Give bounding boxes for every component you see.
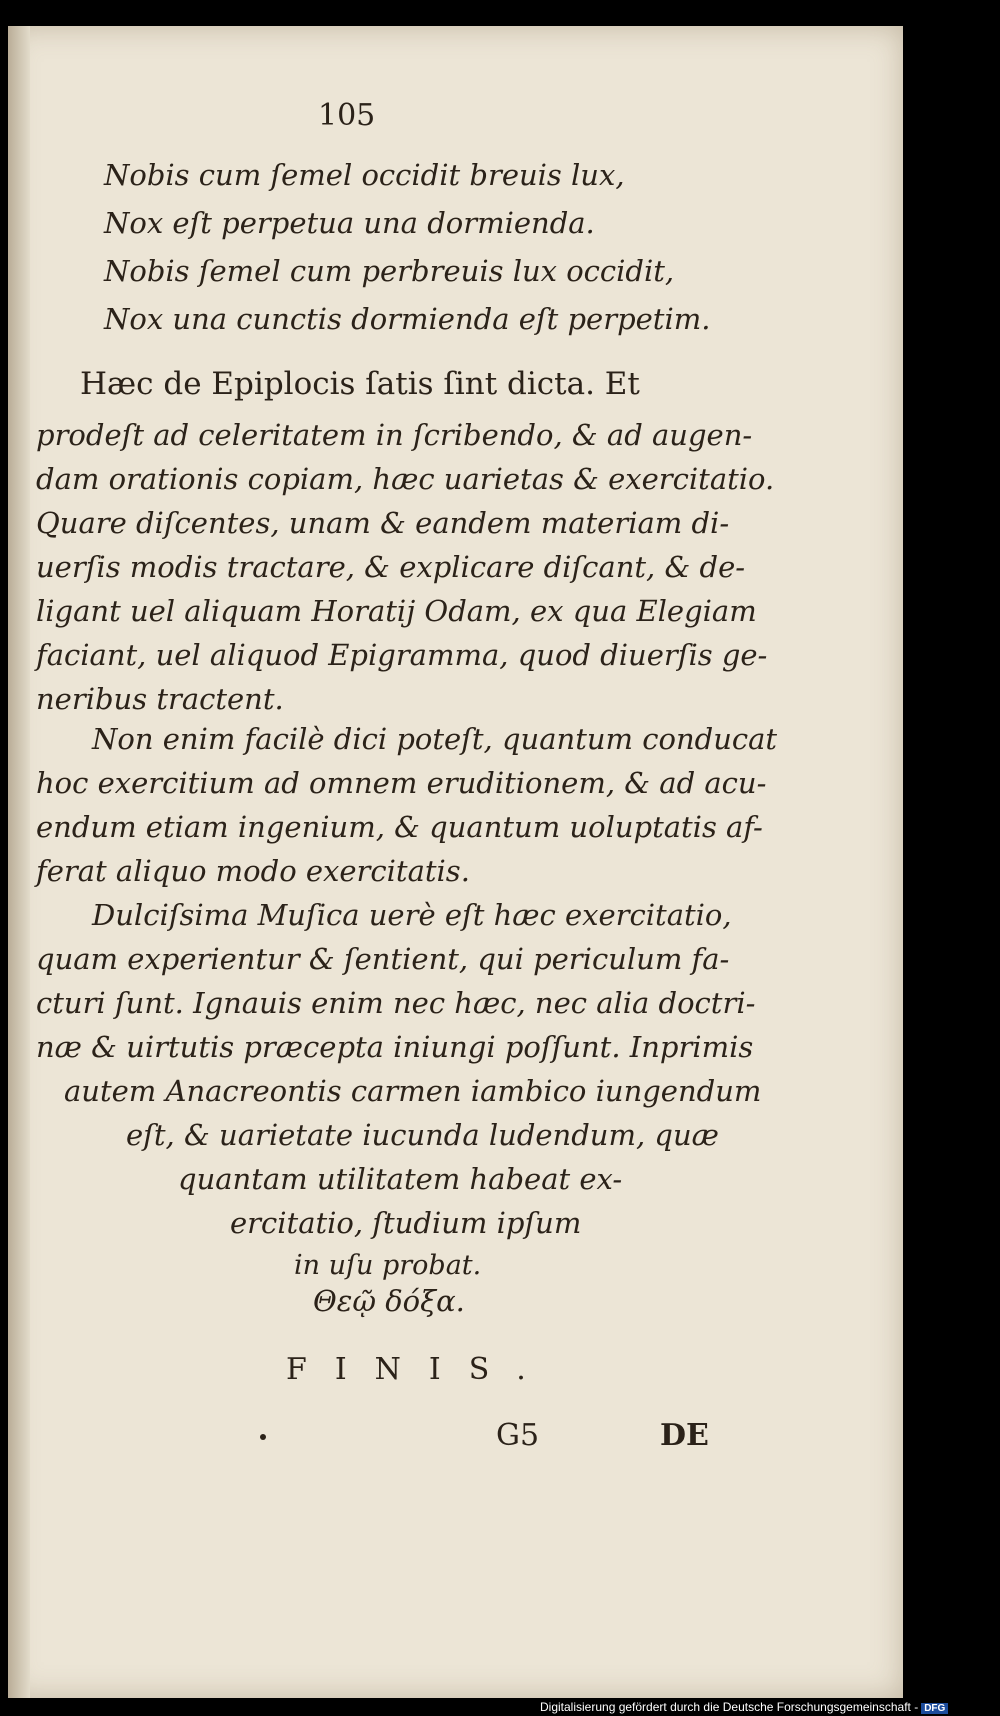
paragraph-line: quam experientur & ſentient, qui periculum fa- — [36, 942, 730, 976]
verse-line: Nox una cunctis dormienda eſt perpetim. — [104, 302, 711, 336]
paragraph-line: cturi ſunt. Ignauis enim nec hæc, nec alia doctri- — [36, 986, 756, 1020]
paragraph-line: prodeſt ad celeritatem in ſcribendo, & ad augen- — [36, 418, 753, 452]
paragraph-line: Quare diſcentes, unam & eandem materiam di- — [36, 506, 730, 540]
paragraph-line: quantam utilitatem habeat ex- — [178, 1162, 623, 1196]
page-number: 105 — [318, 98, 376, 133]
verse-line: Nox eſt perpetua una dormienda. — [104, 206, 595, 240]
verse-line: Nobis cum ſemel occidit breuis lux, — [104, 158, 625, 192]
book-page — [8, 26, 903, 1698]
paragraph-line: Dulciſsima Muſica uerè eſt hæc exercitatio, — [92, 898, 732, 932]
paragraph-line: in uſu probat. — [294, 1250, 482, 1281]
paragraph-line: hoc exercitium ad omnem eruditionem, & ad acu- — [36, 766, 767, 800]
paragraph-line: endum etiam ingenium, & quantum uoluptatis af- — [36, 810, 763, 844]
paragraph-line: uerſis modis tractare, & explicare diſcant, & de- — [36, 550, 746, 584]
paragraph-line: eſt, & uarietate iucunda ludendum, quæ — [126, 1118, 719, 1152]
paragraph-line: faciant, uel aliquod Epigramma, quod diuerſis ge- — [36, 638, 768, 672]
greek-closing: Θεῷ δόξα. — [313, 1284, 465, 1318]
paragraph-line: dam orationis copiam, hæc uarietas & exercitatio. — [36, 462, 775, 496]
printer-dot — [260, 1434, 266, 1440]
digitization-footer — [540, 1700, 948, 1714]
page-text — [8, 26, 903, 1698]
paragraph-line: autem Anacreontis carmen iambico iungendum — [64, 1074, 762, 1108]
signature-mark: G5 — [496, 1418, 540, 1453]
paragraph-line: neribus tractent. — [36, 682, 284, 716]
catchword: DE — [660, 1418, 709, 1453]
dfg-logo: DFG — [921, 1703, 948, 1714]
paragraph-line: ercitatio, ſtudium ipſum — [230, 1206, 582, 1240]
paragraph-line: Hæc de Epiplocis ſatis ſint dicta. Et — [80, 366, 640, 402]
paragraph-line: ligant uel aliquam Horatij Odam, ex qua Elegiam — [36, 594, 757, 628]
paragraph-line: Non enim facilè dici poteſt, quantum conducat — [92, 722, 778, 756]
finis-heading: FINIS. — [286, 1352, 554, 1387]
paragraph-line: ferat aliquo modo exercitatis. — [36, 854, 470, 888]
paragraph-line: næ & uirtutis præcepta iniungi poſſunt. Inprimis — [36, 1030, 754, 1064]
footer-text: Digitalisierung gefördert durch die Deutsche Forschungsgemeinschaft - — [540, 1700, 919, 1714]
verse-line: Nobis ſemel cum perbreuis lux occidit, — [104, 254, 675, 288]
